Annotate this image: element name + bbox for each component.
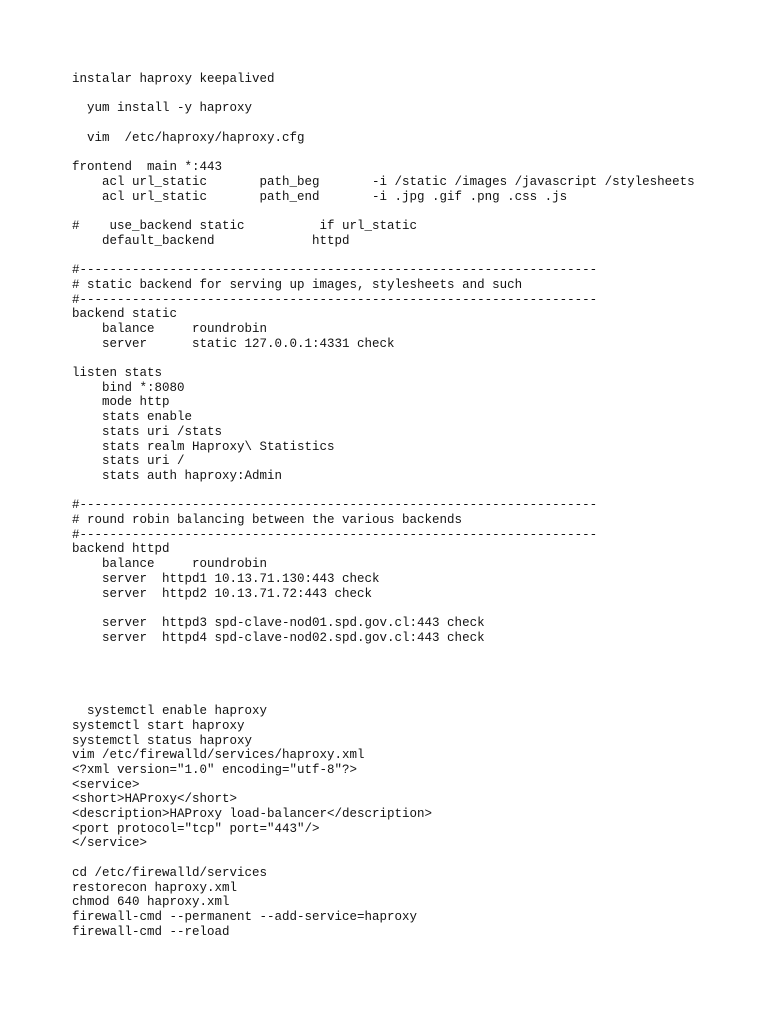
text-line: server httpd1 10.13.71.130:443 check bbox=[72, 571, 380, 586]
text-line: listen stats bbox=[72, 366, 163, 380]
text-line: # round robin balancing between the various backends bbox=[72, 513, 463, 527]
text-line: #--------------------------------------------------------------------- bbox=[72, 263, 598, 278]
text-line: acl url_static path_beg -i /static /images /javascript /stylesheets bbox=[72, 174, 695, 189]
text-line: yum install -y haproxy bbox=[72, 101, 253, 116]
text-line: #--------------------------------------------------------------------- bbox=[72, 498, 598, 513]
text-line: balance roundrobin bbox=[72, 557, 268, 572]
text-line: stats auth haproxy:Admin bbox=[72, 468, 283, 483]
text-line: backend static bbox=[72, 307, 178, 322]
text-line: systemctl status haproxy bbox=[72, 733, 253, 748]
text-line: mode http bbox=[72, 395, 170, 410]
text-line: systemctl enable haproxy bbox=[72, 704, 268, 719]
text-line: #--------------------------------------------------------------------- bbox=[72, 292, 598, 307]
text-line: server httpd2 10.13.71.72:443 check bbox=[72, 586, 373, 601]
text-line: # use_backend static if url_static bbox=[72, 219, 418, 233]
text-line: systemctl start haproxy bbox=[72, 718, 245, 733]
text-line: <service> bbox=[72, 777, 140, 792]
text-line: bind *:8080 bbox=[72, 380, 185, 395]
text-line: backend httpd bbox=[72, 542, 170, 557]
text-line: frontend main *:443 bbox=[72, 160, 223, 175]
text-line: cd /etc/firewalld/services bbox=[72, 865, 268, 880]
text-line: stats realm Haproxy\ Statistics bbox=[72, 439, 335, 454]
text-line: acl url_static path_end -i .jpg .gif .png .css .js bbox=[72, 189, 568, 204]
text-line: <port protocol="tcp" port="443"/> bbox=[72, 821, 320, 836]
text-line: <short>HAProxy</short> bbox=[72, 792, 238, 807]
text-line: server static 127.0.0.1:4331 check bbox=[72, 336, 395, 351]
text-line: # static backend for serving up images, stylesheets and such bbox=[72, 277, 523, 292]
text-line: instalar haproxy keepalived bbox=[72, 72, 275, 86]
text-line: </service> bbox=[72, 836, 148, 851]
text-line: restorecon haproxy.xml bbox=[72, 880, 238, 895]
text-line: vim /etc/haproxy/haproxy.cfg bbox=[72, 130, 305, 145]
text-line: #--------------------------------------------------------------------- bbox=[72, 527, 598, 542]
text-line: firewall-cmd --reload bbox=[72, 924, 230, 939]
text-line: <description>HAProxy load-balancer</description> bbox=[72, 807, 433, 821]
text-line: balance roundrobin bbox=[72, 321, 268, 336]
text-line: server httpd3 spd-clave-nod01.spd.gov.cl:443 check bbox=[72, 615, 485, 630]
text-line: <?xml version="1.0" encoding="utf-8"?> bbox=[72, 762, 358, 777]
text-line: server httpd4 spd-clave-nod02.spd.gov.cl:443 check bbox=[72, 630, 485, 645]
text-line: chmod 640 haproxy.xml bbox=[72, 895, 230, 910]
text-line: stats uri / bbox=[72, 454, 185, 469]
text-line: stats enable bbox=[72, 410, 193, 425]
text-line: stats uri /stats bbox=[72, 424, 223, 439]
text-line: vim /etc/firewalld/services/haproxy.xml bbox=[72, 748, 365, 763]
text-line: default_backend httpd bbox=[72, 233, 350, 248]
text-line: firewall-cmd --permanent --add-service=haproxy bbox=[72, 909, 418, 924]
